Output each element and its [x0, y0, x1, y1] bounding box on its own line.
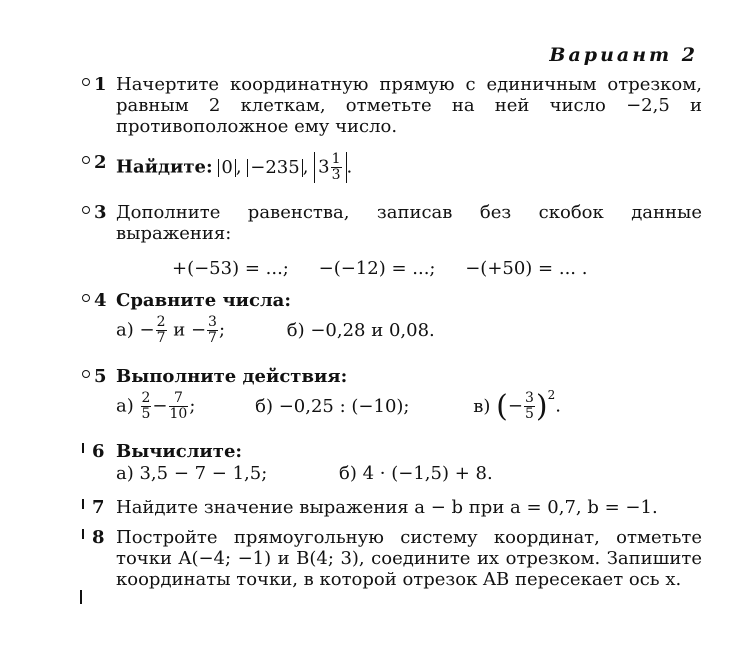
task-7-text: Найдите значение выражения a − b при a = 0,7, b = −1.: [116, 497, 658, 518]
fraction: $\frac{2}{5}$: [141, 390, 151, 422]
abs-value-3: [314, 152, 346, 183]
tick-marker-icon: [82, 443, 88, 453]
abs-value-1: 0: [218, 159, 235, 177]
task-8-number: 8: [82, 527, 105, 548]
circle-marker-icon: [82, 78, 90, 86]
circle-marker-icon: [82, 294, 90, 302]
tick-marker-icon: [82, 499, 88, 509]
task-8: [82, 527, 702, 590]
variant-title: Вариант 2: [549, 44, 698, 66]
task-6-label: Вычислите:: [116, 441, 243, 462]
task-6-number: 6: [82, 441, 105, 462]
circle-marker-icon: [82, 370, 90, 378]
task-3-expressions: [172, 258, 702, 279]
circle-marker-icon: [82, 206, 90, 214]
expr-2: −(−12) = ...;: [318, 258, 436, 279]
task-2-body: Найдите: 0 , −235 , 3 $\frac{1}{3}$ .: [116, 151, 353, 183]
task-6: [82, 441, 702, 484]
exponent: 2: [547, 388, 556, 402]
task-6-items: [116, 463, 702, 484]
item-a: а) 3,5 − 7 − 1,5;: [116, 463, 268, 484]
mixed-whole: 3: [318, 156, 330, 178]
task-2: [82, 152, 702, 183]
task-4-items: а) − $\frac{2}{7}$ и − $\frac{3}{7}$ ; б) −0,28 и 0,08.: [116, 314, 435, 346]
abs-value-2: −235: [247, 159, 302, 177]
task-5-label: Выполните действия:: [116, 366, 348, 387]
tick-marker-icon: [82, 529, 88, 539]
task-1: [82, 74, 702, 137]
fraction: $\frac{2}{7}$: [156, 314, 166, 346]
task-5-number: 5: [82, 366, 107, 387]
item-a-prefix: а): [116, 319, 134, 341]
expr-3: −(+50) = ... .: [465, 258, 588, 279]
task-4-label: Сравните числа:: [116, 290, 291, 311]
fraction: $\frac{3}{7}$: [208, 314, 217, 346]
task-2-label: Найдите:: [116, 156, 213, 178]
fraction: $\frac{7}{10}$: [169, 390, 188, 422]
task-3: [82, 202, 702, 279]
expr-1: +(−53) = ...;: [172, 258, 289, 279]
task-1-text: Начертите координатную прямую с единичным отрезком, равным 2 клеткам, отметьте на ней число −2,5 и противоположное ему число.: [116, 74, 702, 137]
fraction: $\frac{1}{3}$: [331, 151, 341, 183]
task-3-number: 3: [82, 202, 107, 223]
item-b: б) −0,25 : (−10);: [255, 395, 410, 417]
task-7: [82, 497, 702, 518]
item-b: б) −0,28 и 0,08.: [286, 319, 435, 341]
task-8-text: Постройте прямоугольную систему координат, отметьте точки A(−4; −1) и B(4; 3), соедините их отрезком. Запишите координаты точки, в которой отрезок AB пересекает ось x.: [116, 527, 702, 590]
and-word: и: [173, 319, 186, 341]
task-7-number: 7: [82, 497, 105, 518]
item-a-prefix: а): [116, 395, 134, 417]
item-c-prefix: в): [473, 395, 491, 417]
item-b: б) 4 · (−1,5) + 8.: [339, 463, 493, 484]
circle-marker-icon: [82, 156, 90, 164]
task-4-number: 4: [82, 290, 107, 311]
task-2-number: 2: [82, 152, 107, 173]
task-5-items: а) $\frac{2}{5}$ − $\frac{7}{10}$ ; б) −0,25 : (−10); в) (− $\frac{3}{5}$ )$^2$.: [116, 388, 561, 424]
task-5: [82, 366, 702, 422]
task-3-text: Дополните равенства, записав без скобок данные выражения:: [116, 202, 702, 244]
margin-mark: [80, 590, 82, 604]
task-4: [82, 290, 702, 346]
task-1-number: 1: [82, 74, 107, 95]
fraction: $\frac{3}{5}$: [524, 390, 534, 422]
